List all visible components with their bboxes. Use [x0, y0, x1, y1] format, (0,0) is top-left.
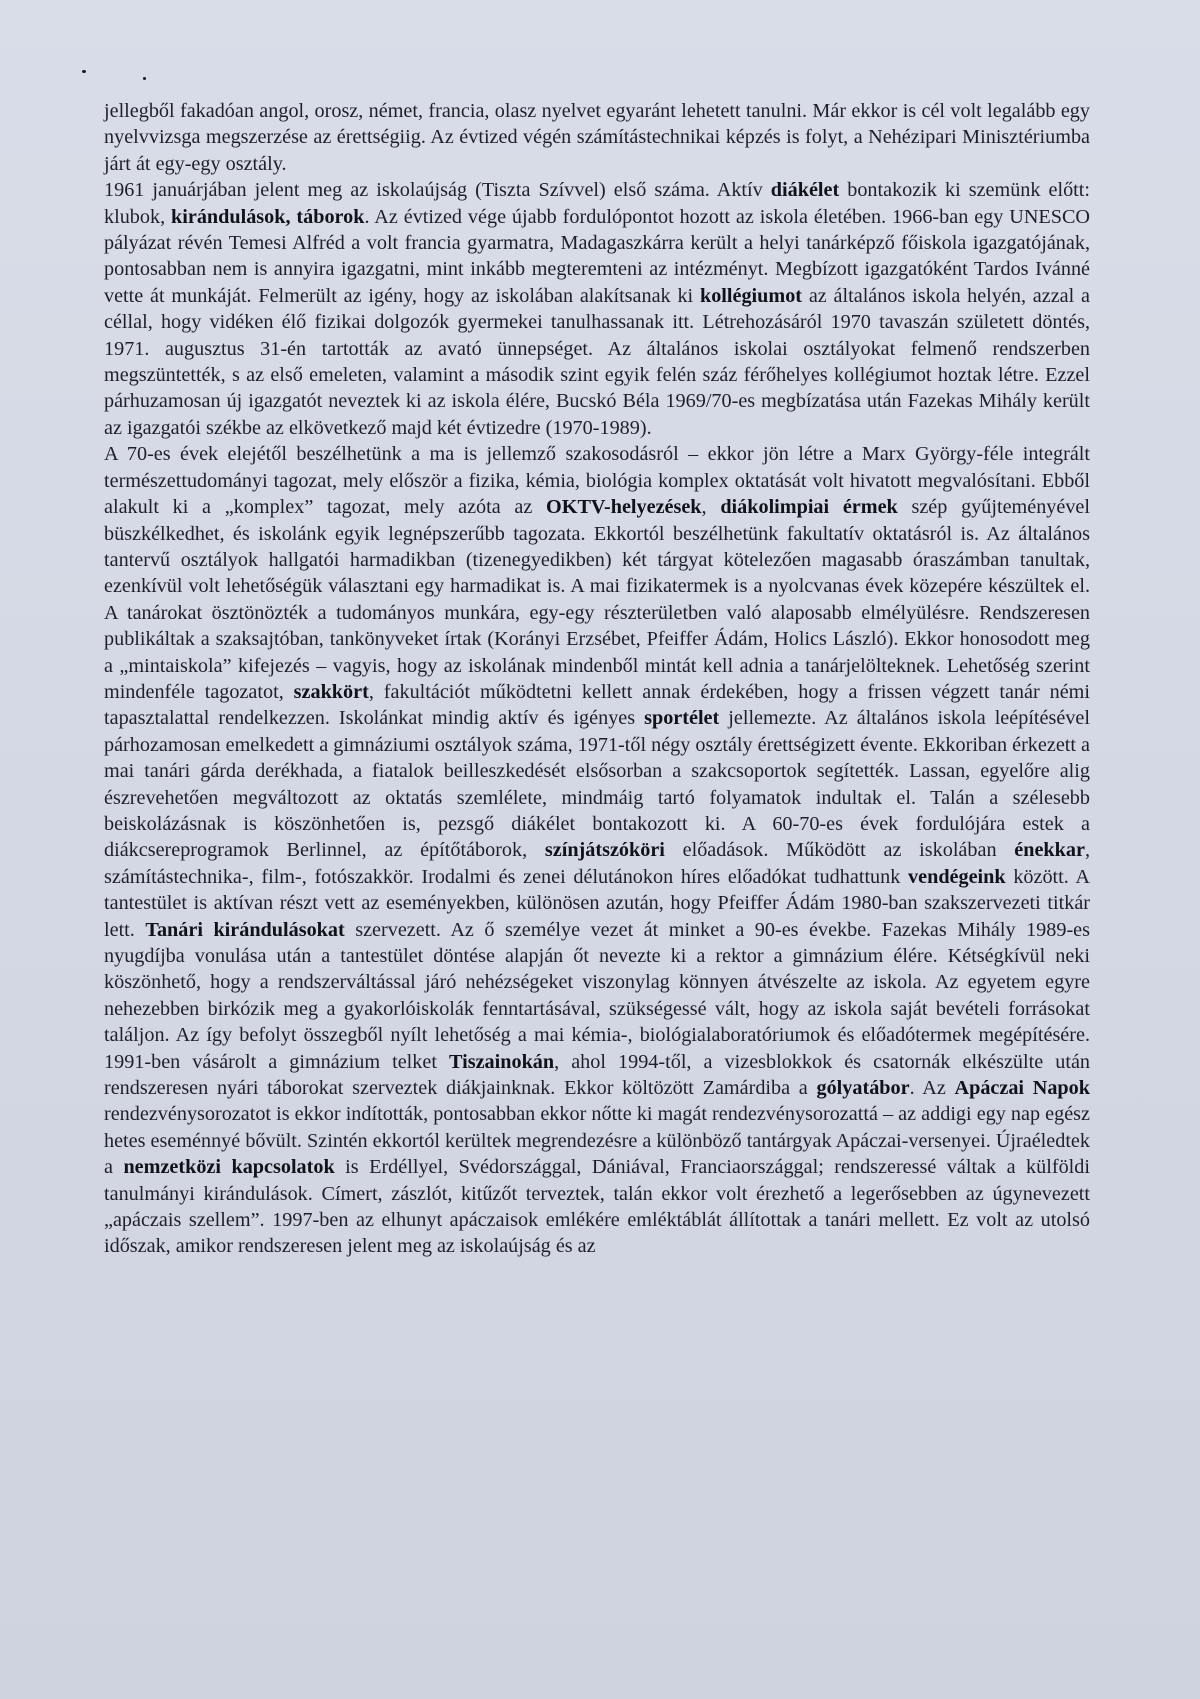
bold-keyword: OKTV-helyezések — [546, 496, 702, 519]
text-run: bontakozik ki szemünk előtt: klubok, — [104, 179, 1091, 228]
bold-keyword: énekkar — [1014, 839, 1085, 862]
ink-speck — [82, 70, 86, 73]
text-run: előadások. Működött az iskolában — [664, 839, 1015, 862]
bold-keyword: Tiszainokán — [449, 1050, 555, 1073]
text-run: , ahol 1994-től, a vizesblokkok és csatornák elkészülte után rendszeresen nyári táborokat szerveztek diákjainknak. Ekkor költözött Zamárdiba a — [104, 1050, 1090, 1100]
bold-keyword: Tanári kirándulásokat — [145, 918, 345, 941]
text-run: 1961 januárjában jelent meg az iskolaújság (Tiszta Szívvel) első száma. Aktív — [104, 179, 771, 202]
bold-keyword: színjátszóköri — [544, 839, 665, 862]
text-run: rendezvénysorozatot is ekkor indították, pontosabban ekkor nőtte ki magát rendezvénysorozattá – az addigi egy nap egész hetes eseménnyé bővült. Szintén ekkortól kerültek megrendezésre a különböző tantárgyak Apáczai-versenyei. Újraéledtek a — [104, 1103, 1090, 1179]
bold-keyword: Apáczai Napok — [954, 1077, 1090, 1100]
text-run: . Az — [909, 1077, 955, 1100]
bold-keyword: kirándulások, táborok — [171, 205, 365, 228]
text-run: az általános iskola helyén, azzal a céllal, hogy vidéken élő fizikai dolgozók gyermekei tanulhassanak itt. Létrehozásáról 1970 tavaszán született döntés, 1971. augusztus 31-én tartották az avató ünnepséget. Az általános iskolai osztályokat felmenő rendszerben megszüntették, s az első emeleten, valamint a második szint egyik felén száz férőhelyes kollégiumot hoztak létre. Ezzel párhuzamosan új igazgatót neveztek ki az iskola élére, Bucskó Béla 1969/70-es megbízatása után Fazekas Mihály került az igazgatói székbe az elkövetkező majd két évtizedre (1970-1989). — [104, 284, 1090, 439]
bold-keyword: vendégeink — [908, 865, 1006, 888]
text-run: . Az évtized vége újabb fordulópontot hozott az iskola életében. 1966-ban egy UNESCO pályázat révén Temesi Alfréd a volt francia gyarmatra, Madagaszkárra került a helyi tanárképző főiskola igazgatójának, pontosabban nem is annyira igazgatni, mint inkább megteremteni az intézményt. Megbízott igazgatóként Tardos Ivánné vette át munkáját. Felmerült az igény, hogy az iskolában alakítsanak ki — [104, 205, 1090, 307]
text-run: között. A tantestület is aktívan részt vett az eseményekben, különösen azután, hogy Pfeiffer Ádám 1980-ban szakszervezeti titkár lett. — [104, 865, 1090, 941]
bold-keyword: sportélet — [644, 707, 720, 730]
text-run: A 70-es évek elejétől beszélhetünk a ma is jellemző szakosodásról – ekkor jön létre a Marx György-féle integrált természettudományi tagozat, mely először a fizika, kémia, biológia komplex oktatását volt hivatott megvalósítani. Ebből alakult ki a „komplex” tagozat, mely azóta az — [104, 443, 1090, 519]
bold-keyword: gólyatábor — [816, 1077, 910, 1100]
text-run: , fakultációt működtetni kellett annak érdekében, hogy a frissen végzett tanár némi tapasztalattal rendelkezzen. Iskolánkat mindig aktív és igényes — [104, 680, 1090, 730]
text-run: is Erdéllyel, Svédországgal, Dániával, Franciaországgal; rendszeressé váltak a külföldi tanulmányi kirándulások. Címert, zászlót, kitűzőt terveztek, talán ekkor volt érezhető a legerősebben az úgynevezett „apáczais szellem”. 1997-ben az elhunyt apáczaisok emlékére emléktáblát állítottak a tanári mellett. Ez volt az utolsó időszak, amikor rendszeresen jelent meg az iskolaújság és az — [104, 1156, 1090, 1258]
bold-keyword: szakkört — [293, 680, 369, 703]
ink-speck — [143, 77, 146, 80]
paragraph — [104, 441, 1090, 1260]
text-run: szép gyűjteményével büszkélkedhet, és iskolánk egyik legnépszerűbb tagozata. Ekkortól beszélhetünk fakultatív oktatásról is. Az általános tantervű osztályok hallgatói harmadikban (tizenegyedikben) két tárgyat kötelezően magasabb óraszámban tanultak, ezenkívül volt lehetőségük választani egy harmadikat is. A mai fizikatermek is a nyolcvanas évek közepére készültek el. A tanárokat ösztönözték a tudományos munkára, egy-egy részterületben való alaposabb elmélyülésre. Rendszeresen publikáltak a szaksajtóban, tankönyveket írtak (Korányi Erzsébet, Pfeiffer Ádám, Holics László). Ekkor honosodott meg a „mintaiskola” kifejezés – vagyis, hogy az iskolának mindenből mintát kell adnia a tanárjelölteknek. Lehetőség szerint mindenféle tagozatot, — [104, 496, 1091, 703]
bold-keyword: diákolimpiai érmek — [720, 496, 898, 519]
bold-keyword: kollégiumot — [699, 284, 803, 307]
paragraph — [104, 177, 1090, 441]
text-run: , — [701, 496, 721, 519]
document-body — [104, 98, 1090, 1260]
bold-keyword: diákélet — [770, 179, 840, 202]
bold-keyword: nemzetközi kapcsolatok — [123, 1156, 335, 1179]
text-run: jellemezte. Az általános iskola leépítésével párhozamosan emelkedett a gimnáziumi osztályok száma, 1971-től négy osztály érettségizett évente. Ekkoriban érkezett a mai tanári gárda derékhada, a fiatalok beilleszkedését elsősorban a szakcsoportok segítették. Lassan, egyelőre alig észrevehetően megváltozott az oktatás szemlélete, mindmáig tartó folyamatok indultak el. Talán a szélesebb beiskolázásnak is köszönhetően is, pezsgő diákélet bontakozott ki. A 60-70-es évek fordulójára estek a diákcsereprogramok Berlinnel, az építőtáborok, — [104, 707, 1091, 862]
text-run: szervezett. Az ő személye vezet át minket a 90-es évekbe. Fazekas Mihály 1989-es nyugdíjba vonulása után a tantestület döntése alapján őt nevezte ki a rektor a gimnázium élére. Kétségkívül neki köszönhető, hogy a rendszerváltással járó nehézségeket viszonylag könnyen átvészelte az iskola. Az egyetem egyre nehezebben birkózik meg a gyakorlóiskolák fenntartásával, szükségessé vált, hogy az iskola saját bevételi forrásokat találjon. Az így befolyt összegből nyílt lehetőség a mai kémia-, biológialaboratóriumok és előadótermek megépítésére. 1991-ben vásárolt a gimnázium telket — [104, 918, 1090, 1073]
text-run: , számítástechnika-, film-, fotószakkör. Irodalmi és zenei délutánokon híres előadókat tudhattunk — [104, 839, 1090, 888]
paragraph — [104, 98, 1090, 177]
text-run: jellegből fakadóan angol, orosz, német, francia, olasz nyelvet egyaránt lehetett tanulni. Már ekkor is cél volt legalább egy nyelvvizsga megszerzése az érettségiig. Az évtized végén számítástechnikai képzés is folyt, a Nehézipari Minisztériumba járt át egy-egy osztály. — [104, 100, 1090, 175]
